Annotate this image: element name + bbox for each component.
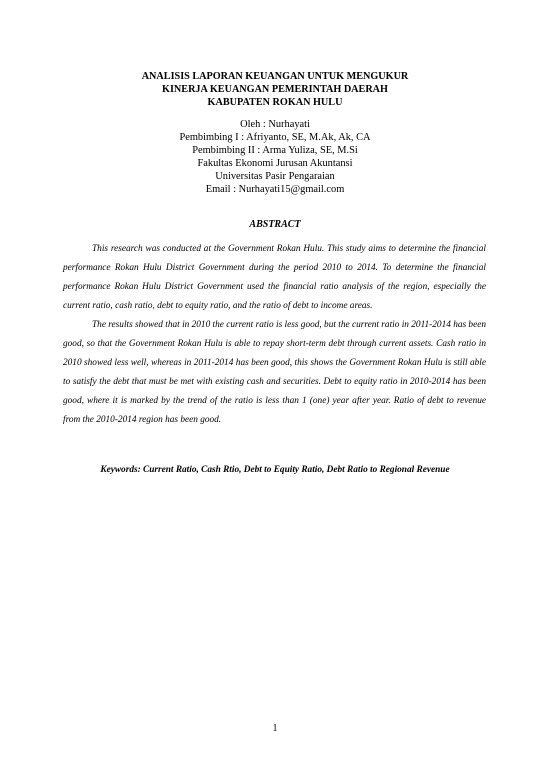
abstract-body [63,240,486,430]
abstract-paragraph: This research was conducted at the Government Rokan Hulu. This study aims to determine the financial performance Rokan Hulu District Government during the period 2010 to 2014. To determine the financial performance Rokan Hulu District Government used the financial ratio analysis of the region, especially the current ratio, cash ratio, debt to equity ratio, and the ratio of debt to income areas. [63,244,486,311]
supervisor-1: Pembimbing I : Afriyanto, SE, M.Ak, Ak, CA [179,132,371,143]
faculty: Fakultas Ekonomi Jurusan Akuntansi [197,158,353,169]
title-line: KABUPATEN ROKAN HULU [207,97,343,108]
title-line: ANALISIS LAPORAN KEUANGAN UNTUK MENGUKUR [141,71,409,82]
author-name: Oleh : Nurhayati [240,119,310,130]
keywords: Keywords: Current Ratio, Cash Rtio, Debt to Equity Ratio, Debt Ratio to Regional Revenue [100,465,450,475]
title-line: KINERJA KEUANGAN PEMERINTAH DAERAH [162,84,388,95]
author-email: Email : Nurhayati15@gmail.com [205,184,345,195]
page-number: 1 [272,723,278,734]
paper-title [0,70,550,109]
author-info [0,118,550,196]
abstract-paragraph: The results showed that in 2010 the current ratio is less good, but the current ratio in 2011-2014 has been good, so that the Government Rokan Hulu is able to repay short-term debt through current assets. Cash ratio in 2010 showed less well, whereas in 2011-2014 has been good, this shows the Government Rokan Hulu is still able to satisfy the debt that must be met with existing cash and securities. Debt to equity ratio in 2010-2014 has been good, where it is marked by the trend of the ratio is less than 1 (one) year after year. Ratio of debt to revenue from the 2010-2014 region has been good. [63,320,486,425]
supervisor-2: Pembimbing II : Arma Yuliza, SE, M.Si [192,145,358,156]
abstract-heading: ABSTRACT [249,219,301,230]
university: Universitas Pasir Pengaraian [215,171,335,182]
